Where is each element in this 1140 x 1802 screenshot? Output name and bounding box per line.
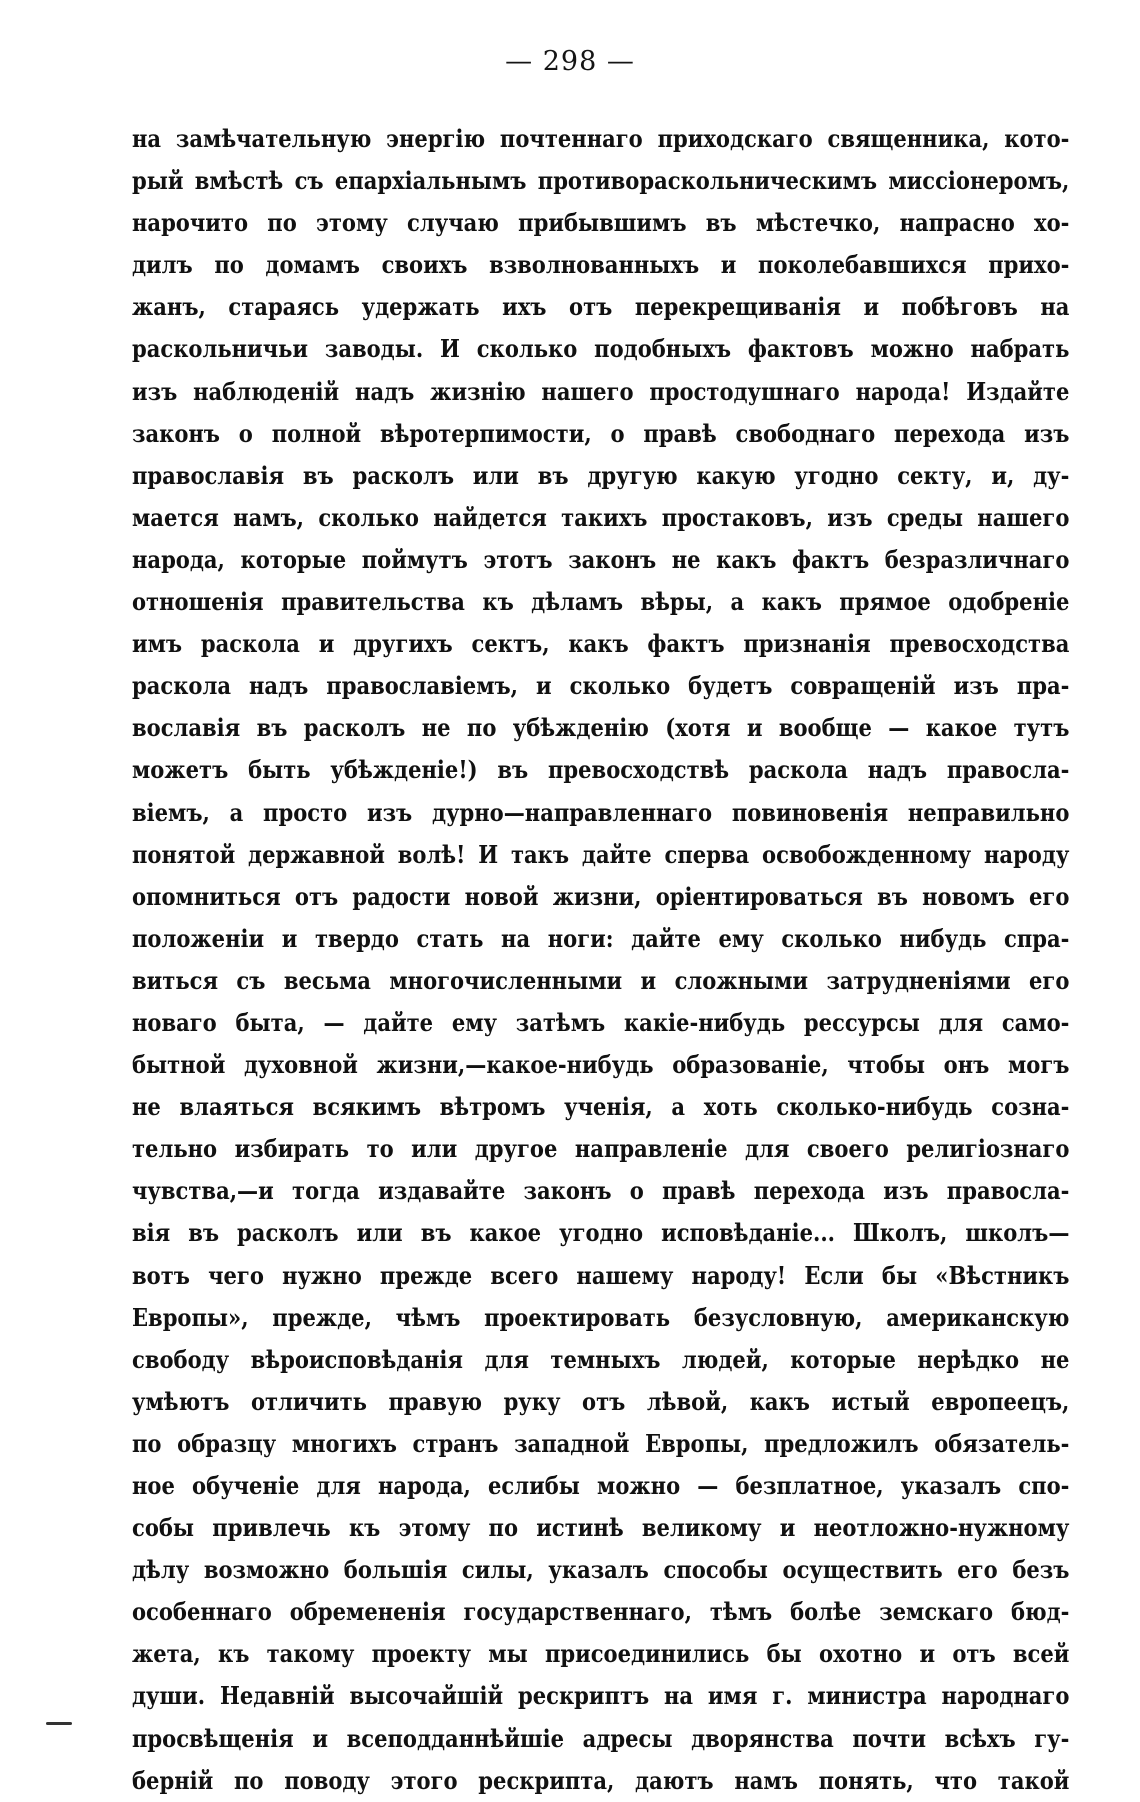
text-line-35: дѣлу возможно большія силы, указалъ способы осуществить его безъ <box>132 1555 1070 1585</box>
text-line-12: отношенія правительства къ дѣламъ вѣры, а какъ прямое одобреніе <box>132 587 1070 617</box>
text-line-11: народа, которые поймутъ этотъ законъ не какъ фактъ безразличнаго <box>132 544 1070 574</box>
text-line-31: умѣютъ отличить правую руку отъ лѣвой, какъ истый европеецъ, <box>132 1386 1070 1416</box>
text-line-6: раскольничьи заводы. И сколько подобныхъ фактовъ можно набрать <box>132 334 1070 364</box>
text-line-8: законъ о полной вѣротерпимости, о правѣ свободнаго перехода изъ <box>132 418 1070 448</box>
text-line-24: не влаяться всякимъ вѣтромъ ученія, а хоть сколько-нибудь созна- <box>132 1092 1070 1122</box>
text-line-38: души. Недавній высочайшій рескриптъ на имя г. министра народнаго <box>132 1681 1070 1711</box>
text-line-15: вославія въ расколъ не по убѣжденію (хотя и вообще — какое тутъ <box>132 713 1070 743</box>
text-line-28: вотъ чего нужно прежде всего нашему народу! Если бы «Вѣстникъ <box>132 1260 1070 1290</box>
page-number: — 298 — <box>505 46 635 77</box>
text-line-22: новаго быта, — дайте ему затѣмъ какіе-нибудь рессурсы для само- <box>132 1007 1070 1037</box>
text-line-4: дилъ по домамъ своихъ взволнованныхъ и поколебавшихся прихо- <box>132 250 1070 280</box>
text-line-40: берній по поводу этого рескрипта, даютъ намъ понять, что такой <box>132 1765 1070 1795</box>
text-line-17: віемъ, а просто изъ дурно—направленнаго повиновенія неправильно <box>132 797 1070 827</box>
text-line-18: понятой державной волѣ! И такъ дайте сперва освобожденному народу <box>132 839 1070 869</box>
text-line-2: рый вмѣстѣ съ епархіальнымъ противораскольническимъ миссіонеромъ, <box>132 166 1070 196</box>
text-line-32: по образцу многихъ странъ западной Европы, предложилъ обязатель- <box>132 1428 1070 1458</box>
text-line-10: мается намъ, сколько найдется такихъ простаковъ, изъ среды нашего <box>132 502 1070 532</box>
text-line-34: собы привлечь къ этому по истинѣ великому и неотложно-нужному <box>132 1513 1070 1543</box>
text-line-37: жета, къ такому проекту мы присоединились бы охотно и отъ всей <box>132 1639 1070 1669</box>
text-line-7: изъ наблюденій надъ жизнію нашего простодушнаго народа! Издайте <box>132 376 1070 406</box>
text-line-1: на замѣчательную энергію почтеннаго приходскаго священника, кото- <box>132 124 1070 153</box>
text-line-19: опомниться отъ радости новой жизни, оріентироваться въ новомъ его <box>132 881 1070 911</box>
text-line-3: нарочито по этому случаю прибывшимъ въ мѣстечко, напрасно хо- <box>132 208 1070 238</box>
text-line-36: особеннаго обремененія государственнаго, тѣмъ болѣе земскаго бюд- <box>132 1597 1070 1627</box>
body-text <box>132 118 1070 1802</box>
margin-mark <box>46 1722 72 1725</box>
text-line-26: чувства,—и тогда издавайте законъ о правѣ перехода изъ правосла- <box>132 1176 1070 1206</box>
text-line-27: вія въ расколъ или въ какое угодно исповѣданіе... Школъ, школъ— <box>132 1218 1070 1248</box>
text-line-39: просвѣщенія и всеподданнѣйшіе адресы дворянства почти всѣхъ гу- <box>132 1723 1070 1753</box>
text-line-30: свободу вѣроисповѣданія для темныхъ людей, которые нерѣдко не <box>132 1344 1070 1374</box>
text-line-20: положеніи и твердо стать на ноги: дайте ему сколько нибудь спра- <box>132 923 1070 953</box>
text-line-16: можетъ быть убѣжденіе!) въ превосходствѣ раскола надъ правосла- <box>132 755 1070 785</box>
text-line-5: жанъ, стараясь удержать ихъ отъ перекрещиванія и побѣговъ на <box>132 292 1070 322</box>
text-line-9: православія въ расколъ или въ другую какую угодно секту, и, ду- <box>132 460 1070 490</box>
text-line-23: бытной духовной жизни,—какое-нибудь образованіе, чтобы онъ могъ <box>132 1050 1070 1080</box>
text-line-21: виться съ весьма многочисленными и сложными затрудненіями его <box>132 965 1070 995</box>
text-line-25: тельно избирать то или другое направленіе для своего религіознаго <box>132 1134 1070 1164</box>
text-line-13: имъ раскола и другихъ сектъ, какъ фактъ признанія превосходства <box>132 629 1070 659</box>
text-line-14: раскола надъ православіемъ, и сколько будетъ совращеній изъ пра- <box>132 671 1070 701</box>
text-line-29: Европы», прежде, чѣмъ проектировать безусловную, американскую <box>132 1302 1070 1332</box>
text-line-33: ное обученіе для народа, еслибы можно — безплатное, указалъ спо- <box>132 1471 1070 1500</box>
